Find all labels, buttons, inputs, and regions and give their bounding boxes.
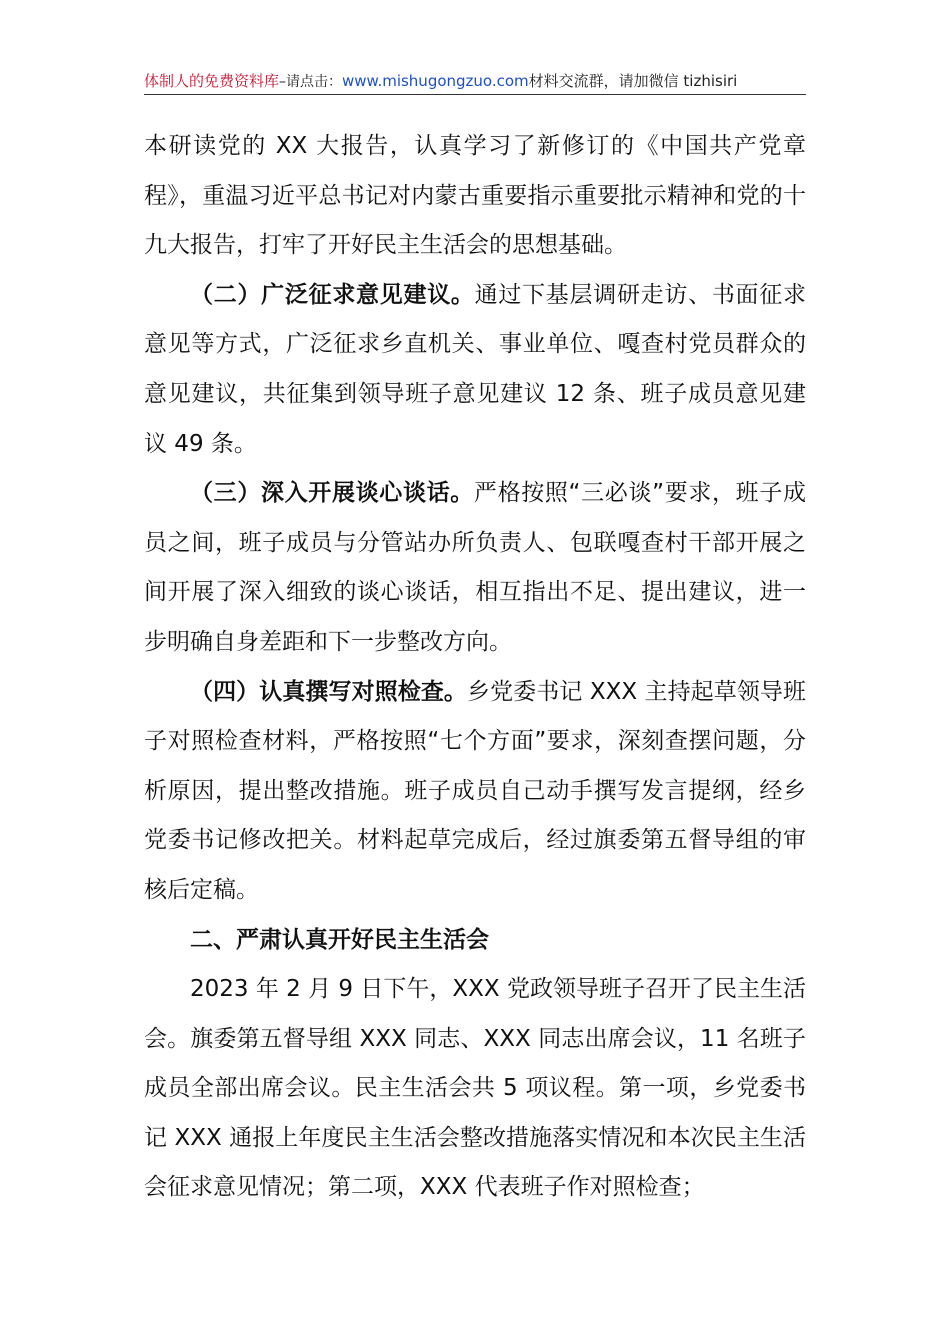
- paragraph-3: [144, 469, 806, 667]
- paragraph-5: 2023 年 2 月 9 日下午，XXX 党政领导班子召开了民主生活会。旗委第五督导组 XXX 同志、XXX 同志出席会议，11 名班子成员全部出席会议。民主生活会共 5 项议程。第一项，乡党委书记 XXX 通报上年度民主生活会整改措施落实情况和本次民主生活会征求意见情况；第二项，XXX 代表班子作对照检查；: [144, 976, 806, 1201]
- paragraph-2: [144, 271, 806, 469]
- header-prompt: –请点击：: [279, 74, 343, 90]
- header-contact: 材料交流群，请加微信 tizhisiri: [528, 72, 738, 90]
- subsection-heading-3: （三）深入开展谈心谈话。: [190, 480, 474, 507]
- paragraph-4: [144, 668, 806, 916]
- paragraph-2-body: 通过下基层调研走访、书面征求意见等方式，广泛征求乡直机关、事业单位、嘎查村党员群众的意见建议，共征集到领导班子意见建议 12 条、班子成员意见建议 49 条。: [144, 281, 807, 457]
- paragraph-3-body: 严格按照“三必谈”要求，班子成员之间，班子成员与分管站办所负责人、包联嘎查村干部开展之间开展了深入细致的谈心谈话，相互指出不足、提出建议，进一步明确自身差距和下一步整改方向。: [144, 480, 806, 655]
- header-website-link[interactable]: www.mishugongzuo.com: [342, 72, 529, 90]
- subsection-heading-2: （二）广泛征求意见建议。: [190, 281, 475, 308]
- page-header: [144, 68, 806, 95]
- header-brand: 体制人的免费资料库: [144, 72, 280, 90]
- subsection-heading-4: （四）认真撰写对照检查。: [190, 678, 468, 705]
- paragraph-4-body: 乡党委书记 XXX 主持起草领导班子对照检查材料，严格按照“七个方面”要求，深刻查摆问题，分析原因，提出整改措施。班子成员自己动手撰写发言提纲，经乡党委书记修改把关。材料起草完成后，经过旗委第五督导组的审核后定稿。: [144, 678, 806, 903]
- section-heading-2: 二、严肃认真开好民主生活会: [190, 926, 489, 953]
- paragraph-1: 本研读党的 XX 大报告，认真学习了新修订的《中国共产党章程》，重温习近平总书记对内蒙古重要指示重要批示精神和党的十九大报告，打牢了开好民主生活会的思想基础。: [144, 133, 806, 259]
- document-body: [144, 122, 806, 1213]
